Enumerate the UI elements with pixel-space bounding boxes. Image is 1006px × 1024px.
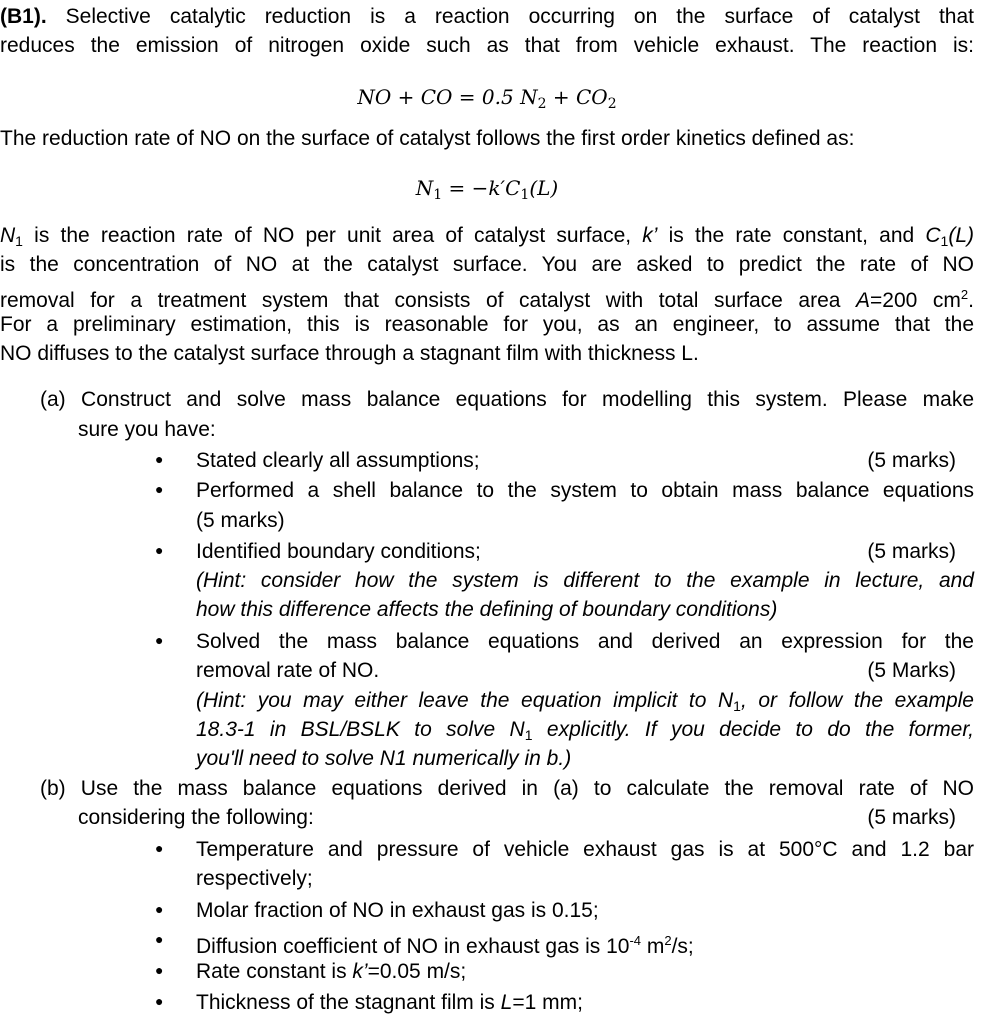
para-line-4: For a preliminary estimation, this is reasonable for you, as an engineer, to assume that the	[0, 313, 974, 336]
bullet-icon: ●	[155, 451, 164, 467]
bullet-icon: ●	[155, 632, 164, 648]
intro-line-1: (B1). Selective catalytic reduction is a reaction occurring on the surface of catalyst that	[0, 5, 974, 28]
question-label: (B1).	[0, 5, 47, 28]
part-a-item-3-marks: (5 marks)	[867, 540, 956, 563]
bullet-icon: ●	[155, 542, 164, 558]
part-a-line-2: sure you have:	[78, 418, 216, 441]
part-b-item-2: Molar fraction of NO in exhaust gas is 0.15;	[196, 899, 599, 922]
bullet-icon: ●	[155, 481, 164, 497]
para-line-5: NO diffuses to the catalyst surface through a stagnant film with thickness L.	[0, 342, 699, 365]
para-line-2: is the concentration of NO at the catalyst surface. You are asked to predict the rate of NO	[0, 253, 974, 276]
intro-line-2: reduces the emission of nitrogen oxide such as that from vehicle exhaust. The reaction is:	[0, 34, 974, 57]
bullet-icon: ●	[155, 840, 164, 856]
part-b-item-3: Diffusion coefficient of NO in exhaust gas is $10^{-4}$ $m^2/s$;	[196, 933, 694, 958]
part-b-item-1-line-2: respectively;	[196, 867, 313, 890]
bullet-icon: ●	[155, 993, 164, 1009]
part-a-item-3-hint-1: (Hint: consider how the system is different to the example in lecture, and	[196, 569, 974, 592]
part-b-line-1: (b) Use the mass balance equations derived in (a) to calculate the removal rate of NO	[40, 777, 974, 800]
part-a-line-1: (a) Construct and solve mass balance equations for modelling this system. Please make	[40, 388, 974, 411]
bullet-icon: ●	[155, 962, 164, 978]
part-a-item-2-marks: (5 marks)	[196, 509, 285, 532]
part-b-item-4: Rate constant is k’=0.05 m/s;	[196, 960, 467, 983]
part-a-item-2: Performed a shell balance to the system to obtain mass balance equations	[196, 479, 974, 502]
bullet-icon: ●	[155, 931, 164, 947]
part-b-item-5: Thickness of the stagnant film is L=1 mm;	[196, 991, 583, 1014]
part-a-item-3: Identified boundary conditions;	[196, 540, 481, 563]
part-a-item-1: Stated clearly all assumptions;	[196, 449, 480, 472]
part-a-item-4-line-2: removal rate of NO.	[196, 659, 380, 682]
rate-equation: $N_1 = -k'C_1(L)$	[415, 176, 559, 203]
part-b-item-1-line-1: Temperature and pressure of vehicle exhaust gas is at 500°C and 1.2 bar	[196, 838, 974, 861]
part-a-item-4-hint-1: (Hint: you may either leave the equation implicit to $N_1$, or follow the example	[196, 689, 974, 714]
part-a-item-3-hint-2: how this difference affects the defining of boundary conditions)	[196, 598, 778, 621]
bullet-icon: ●	[155, 901, 164, 917]
part-a-item-1-marks: (5 marks)	[867, 449, 956, 472]
part-a-item-4-hint-3: you'll need to solve N1 numerically in b.)	[196, 747, 572, 770]
kinetics-text: The reduction rate of NO on the surface of catalyst follows the first order kinetics defined as:	[0, 127, 855, 150]
part-a-item-4-hint-2: 18.3-1 in BSL/BSLK to solve $N_1$ explicitly. If you decide to do the former,	[196, 718, 974, 743]
para-line-1: $N_1$ is the reaction rate of NO per unit area of catalyst surface, k’ is the rate constant, and $C_1(L)$	[0, 224, 974, 249]
part-a-item-4-line-1: Solved the mass balance equations and derived an expression for the	[196, 630, 974, 653]
part-a-item-4-marks: (5 Marks)	[867, 659, 956, 682]
part-b-line-2: considering the following:	[78, 806, 314, 829]
part-b-marks: (5 marks)	[867, 806, 956, 829]
para-line-3: removal for a treatment system that consists of catalyst with total surface area A=200 $cm^2$.	[0, 287, 974, 312]
reaction-equation: NO + CO = 0.5 $N_2 + CO_2$	[357, 85, 617, 112]
